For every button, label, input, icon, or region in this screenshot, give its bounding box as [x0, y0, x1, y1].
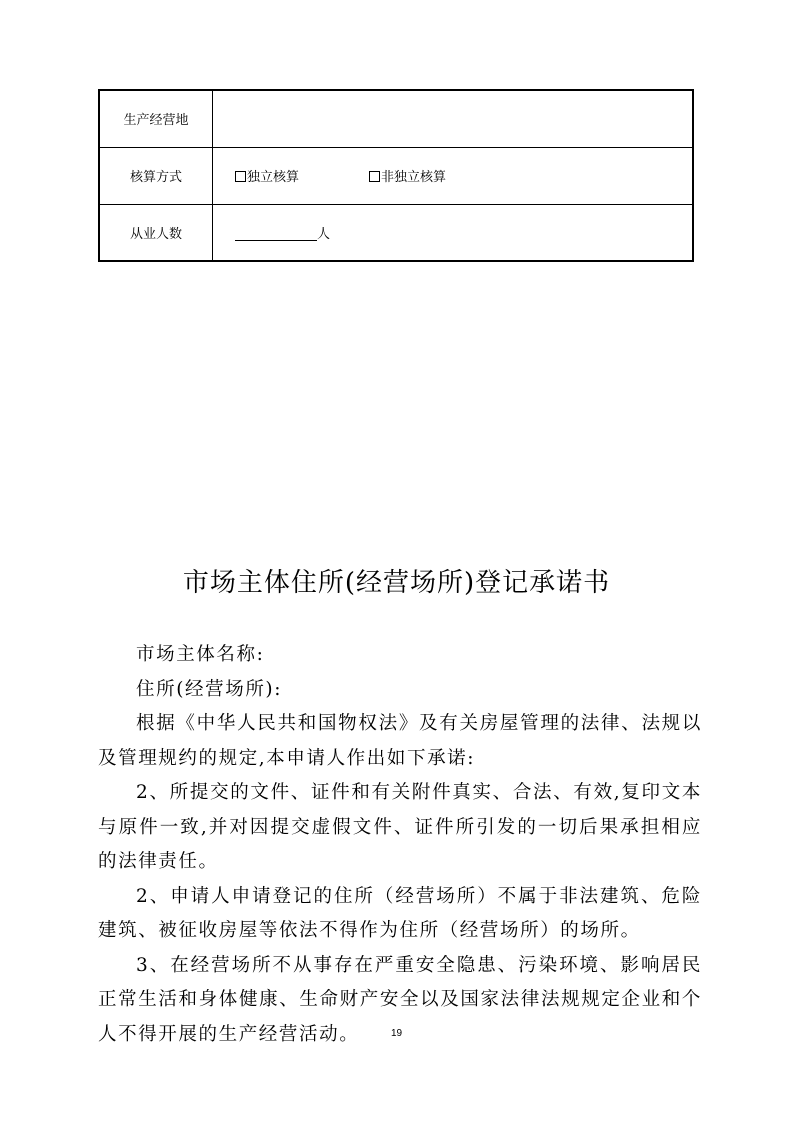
employee-count-field: [213, 204, 694, 261]
employee-count-label: 从业人数: [99, 204, 213, 261]
page-title: 市场主体住所(经营场所)登记承诺书: [182, 568, 611, 598]
employee-count-unit: 人: [317, 226, 331, 242]
table-row: [99, 90, 693, 147]
option-label: 非独立核算: [381, 170, 447, 185]
commitment-item: 2、申请人申请登记的住所（经营场所）不属于非法建筑、危险建筑、被征收房屋等依法不得作为住所（经营场所）的场所。: [98, 885, 702, 941]
production-site-label: 生产经营地: [99, 90, 213, 147]
independent-accounting-option[interactable]: [235, 166, 299, 185]
production-site-value: [213, 90, 694, 147]
table-row: [99, 204, 693, 261]
entity-name-line: 市场主体名称:: [136, 644, 265, 665]
commitment-item: 2、所提交的文件、证件和有关附件真实、合法、有效,复印文本与原件一致,并对因提交虚假文件、证件所引发的一切后果承担相应的法律责任。: [98, 782, 702, 872]
commitment-intro: 根据《中华人民共和国物权法》及有关房屋管理的法律、法规以及管理规约的规定,本申请人作出如下承诺:: [98, 713, 702, 769]
commitment-item: 3、在经营场所不从事存在严重安全隐患、污染环境、影响居民正常生活和身体健康、生命财产安全以及国家法律法规规定企业和个人不得开展的生产经营活动。: [98, 954, 702, 1045]
table-row: [99, 147, 693, 204]
employee-count-blank[interactable]: [235, 226, 317, 241]
non-independent-accounting-option[interactable]: [369, 166, 446, 185]
option-label: 独立核算: [247, 170, 300, 185]
commitment-body: [98, 638, 702, 1052]
checkbox-icon[interactable]: [235, 171, 246, 182]
checkbox-icon[interactable]: [369, 171, 380, 182]
address-line: 住所(经营场所):: [136, 678, 283, 700]
accounting-method-label: 核算方式: [99, 147, 213, 204]
accounting-method-options: [213, 147, 694, 204]
registration-info-table: [98, 89, 694, 262]
page-number: 19: [390, 1028, 403, 1039]
